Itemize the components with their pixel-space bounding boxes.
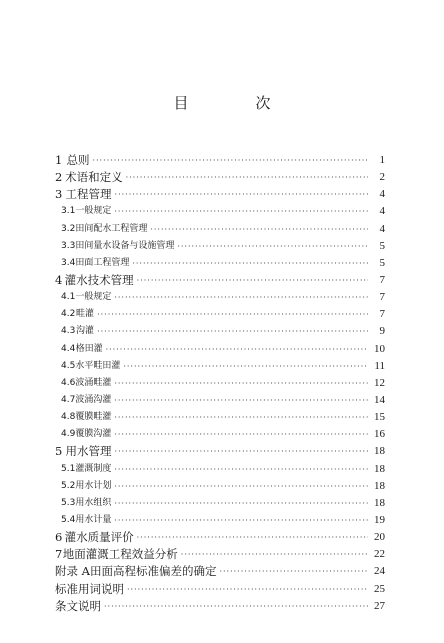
toc-entry-number: 3.4 [61,257,76,268]
toc-entry-number: 3 [55,187,63,202]
toc-entry-page: 27 [374,599,385,612]
toc-entry-number: 4.2 [61,309,76,320]
toc-entry-number: 3.1 [61,206,76,217]
dot-leader [219,563,368,580]
toc-entry-label: 灌水技术管理 [64,272,134,287]
toc-entry-label: 波涌沟灌 [75,394,112,405]
dot-leader [114,426,368,443]
toc-entry[interactable] [55,169,385,186]
toc-entry-number: 4.6 [61,377,76,388]
dot-leader [181,546,368,563]
toc-entry-number: 4.5 [61,360,76,371]
toc-entry[interactable] [55,495,385,512]
dot-leader [97,323,368,340]
dot-leader [106,341,368,358]
toc-entry-page: 18 [374,496,385,509]
toc-entry[interactable] [55,238,385,255]
toc-entry-label: 沟灌 [76,326,95,337]
toc-entry-label: 用水计划 [75,480,112,491]
table-of-contents [55,152,385,615]
toc-entry-label: 一般规定 [75,292,112,303]
toc-entry-label: 工程管理 [65,187,112,202]
toc-entry-page: 18 [374,479,385,492]
toc-entry-number: 3.2 [61,223,76,234]
toc-entry[interactable] [55,443,385,460]
toc-entry-label: 田面工程管理 [75,257,130,268]
toc-entry[interactable] [55,478,385,495]
dot-leader [150,221,368,238]
toc-entry-number: 5.3 [61,497,76,508]
dot-leader [114,203,368,220]
toc-entry-label: 用水计量 [75,514,112,525]
dot-leader [115,443,368,460]
toc-entry[interactable] [55,461,385,478]
page-title: 目 次 [173,94,297,112]
toc-entry-page: 14 [374,393,385,406]
toc-entry-number: 附录 A [55,564,90,579]
toc-entry-page: 12 [374,376,385,389]
toc-entry[interactable] [55,563,385,580]
toc-entry[interactable] [55,546,385,563]
toc-entry[interactable] [55,186,385,203]
toc-entry-number: 2 [55,170,63,185]
toc-entry-page: 18 [374,445,385,458]
toc-entry-number: 4 [55,272,63,287]
toc-entry[interactable] [55,203,385,220]
toc-entry-label: 田面高程标准偏差的确定 [89,564,217,579]
dot-leader [115,186,368,203]
toc-entry-number: 4.4 [61,343,76,354]
toc-entry-label: 覆膜畦灌 [75,412,112,423]
toc-entry[interactable] [55,375,385,392]
toc-entry[interactable] [55,598,385,615]
toc-entry-page: 4 [379,222,385,235]
dot-leader [127,581,368,598]
toc-entry[interactable] [55,581,385,598]
toc-entry-number: 4.8 [61,412,76,423]
toc-entry[interactable] [55,152,385,169]
toc-entry-page: 5 [379,239,385,252]
toc-entry[interactable] [55,221,385,238]
toc-entry-label: 田间配水工程管理 [75,223,148,234]
toc-entry-number: 4.3 [61,326,76,337]
dot-leader [114,495,368,512]
toc-entry[interactable] [55,426,385,443]
toc-entry-page: 18 [374,462,385,475]
toc-entry-page: 4 [379,205,385,218]
toc-entry-page: 25 [374,582,385,595]
dot-leader [114,478,368,495]
toc-entry-page: 10 [374,342,385,355]
dot-leader [177,238,368,255]
dot-leader [137,529,368,546]
toc-entry[interactable] [55,392,385,409]
toc-entry-number: 1 [55,152,63,167]
toc-entry-label: 格田灌 [75,343,103,354]
toc-entry-page: 20 [374,531,385,544]
toc-entry-number: 4.1 [61,292,76,303]
dot-leader [137,272,368,289]
toc-entry-label: 总则 [66,152,90,167]
toc-entry-number: 3.3 [61,240,76,251]
toc-entry[interactable] [55,512,385,529]
dot-leader [114,375,368,392]
dot-leader [114,392,368,409]
toc-entry-label: 水平畦田灌 [75,360,121,371]
dot-leader [104,598,368,615]
toc-entry-page: 2 [379,171,385,184]
toc-entry-label: 畦灌 [76,309,95,320]
toc-entry-label: 标准用词说明 [55,581,124,596]
toc-entry[interactable] [55,272,385,289]
toc-entry-label: 覆膜沟灌 [75,429,112,440]
toc-entry-number: 5.2 [61,480,76,491]
toc-entry-page: 9 [379,325,385,338]
dot-leader [114,461,368,478]
dot-leader [123,358,368,375]
toc-entry-page: 24 [374,565,385,578]
toc-entry-label: 田间量水设备与设施管理 [75,240,175,251]
toc-entry-page: 4 [379,188,385,201]
toc-entry-number: 4.9 [61,429,76,440]
toc-entry[interactable] [55,341,385,358]
toc-entry-number: 5 [55,444,63,459]
toc-entry[interactable] [55,323,385,340]
dot-leader [114,512,368,529]
toc-entry[interactable] [55,358,385,375]
toc-entry[interactable] [55,289,385,306]
toc-entry-label: 条文说明 [55,598,101,613]
toc-entry[interactable] [55,409,385,426]
toc-entry-label: 波涌畦灌 [75,377,112,388]
toc-entry-page: 5 [379,256,385,269]
toc-entry[interactable] [55,306,385,323]
toc-entry-label: 地面灌溉工程效益分析 [62,547,178,562]
toc-entry-number: 6 [55,530,63,545]
toc-entry-page: 11 [374,359,385,372]
toc-entry-page: 7 [379,291,385,304]
toc-entry-page: 16 [374,428,385,441]
dot-leader [132,255,368,272]
toc-entry-number: 5.1 [61,463,76,474]
toc-entry-label: 术语和定义 [65,170,123,185]
toc-entry-label: 灌溉制度 [75,463,112,474]
toc-entry-page: 7 [379,273,385,286]
toc-entry-label: 一般规定 [75,206,112,217]
toc-entry-page: 7 [379,308,385,321]
toc-entry[interactable] [55,255,385,272]
dot-leader [114,289,368,306]
toc-entry-page: 19 [374,513,385,526]
dot-leader [126,169,368,186]
dot-leader [97,306,368,323]
toc-entry-number: 4.7 [61,394,76,405]
toc-entry-page: 22 [374,548,385,561]
toc-entry[interactable] [55,529,385,546]
toc-entry-number: 5.4 [61,514,76,525]
toc-entry-page: 15 [374,411,385,424]
toc-entry-label: 灌水质量评价 [64,530,134,545]
toc-entry-number: 7 [55,547,63,562]
dot-leader [92,152,368,169]
dot-leader [114,409,368,426]
toc-entry-label: 用水组织 [75,497,112,508]
toc-entry-page: 1 [379,153,385,166]
toc-entry-label: 用水管理 [65,444,112,459]
